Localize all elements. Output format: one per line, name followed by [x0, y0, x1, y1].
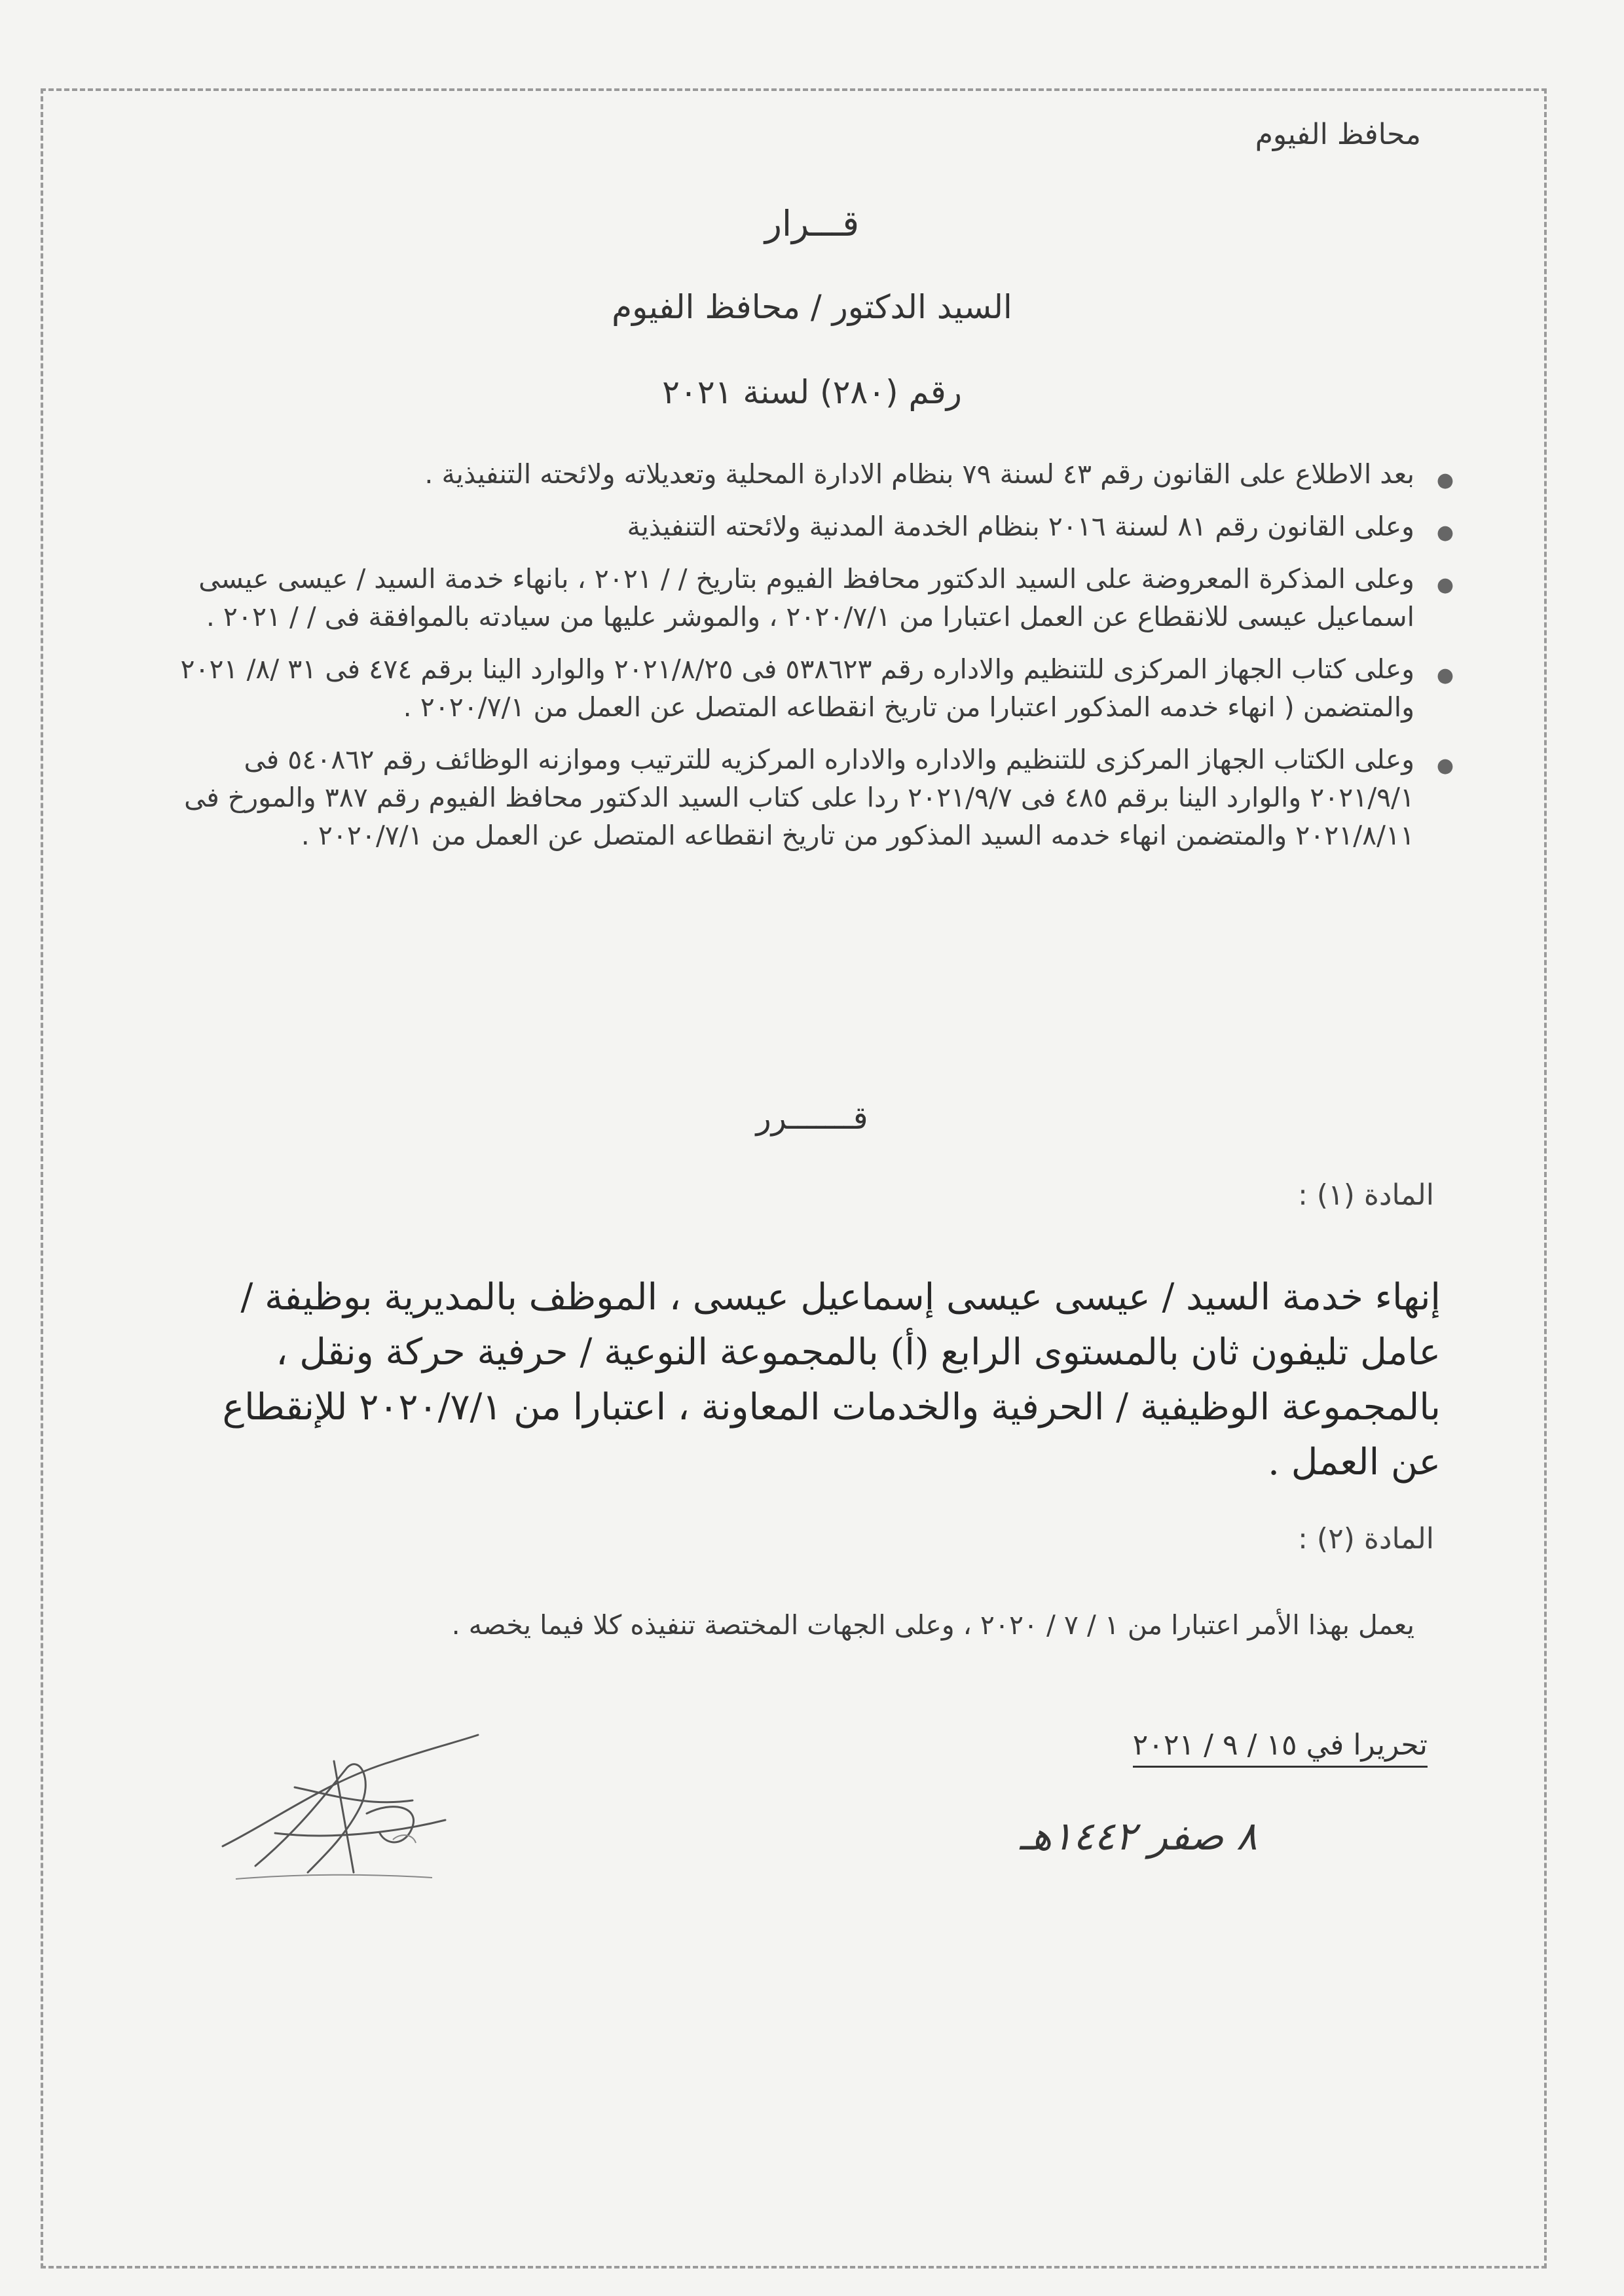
signature-stamp [196, 1702, 524, 1899]
resolved-heading: قـــــــرر [756, 1100, 868, 1137]
dated-line: تحريرا في ١٥ / ٩ / ٢٠٢١ [1133, 1728, 1428, 1768]
bullet-icon: ● [1436, 754, 1454, 777]
article-2-heading: المادة (٢) : [1298, 1522, 1434, 1556]
decision-issuer: السيد الدكتور / محافظ الفيوم [612, 288, 1012, 326]
bullet-icon: ● [1436, 664, 1454, 687]
article-2-body: يعمل بهذا الأمر اعتبارا من ١ / ٧ / ٢٠٢٠ ، وعلى الجهات المختصة تنفيذه كلا فيما يخصه . [451, 1609, 1414, 1641]
recital-item: ● وعلى القانون رقم ٨١ لسنة ٢٠١٦ بنظام الخدمة المدنية ولائحته التنفيذية [170, 507, 1454, 545]
article-1-body: إنهاء خدمة السيد / عيسى عيسى إسماعيل عيسى ، الموظف بالمديرية بوظيفة / عامل تليفون ثان بالمستوى الرابع (أ) بالمجموعة النوعية / حرفية حركة ونقل ، بالمجموعة الوظيفية / الحرفية والخدمات المعاونة ، اعتبارا من ٢٠٢٠/٧/١ للإنقطاع عن العمل . [222, 1276, 1441, 1484]
governor-header: محافظ الفيوم [1255, 118, 1421, 151]
hijri-date: ٨ صفر ١٤٤٢هـ [1020, 1813, 1257, 1859]
recital-item: ● وعلى الكتاب الجهاز المركزى للتنظيم والاداره والاداره المركزيه للترتيب وموازنه الوظائف رقم ٥٤٠٨٦٢ فى ٢٠٢١/٩/١ والوارد الينا برقم ٤٨٥ فى ٢٠٢١/٩/٧ ردا على كتاب السيد الدكتور محافظ الفيوم رقم ٣٨٧ والمورخ فى ٢٠٢١/٨/١١ والمتضمن انهاء خدمه السيد المذكور من تاريخ انقطاعه المتصل عن العمل من ٢٠٢٠/٧/١ . [184, 744, 1454, 851]
bullet-icon: ● [1436, 574, 1454, 596]
recital-item: ● وعلى كتاب الجهاز المركزى للتنظيم والاداره رقم ٥٣٨٦٢٣ فى ٢٠٢١/٨/٢٥ والوارد الينا برقم ٤٧٤ فى ٣١ /٨/ ٢٠٢١ والمتضمن ( انهاء خدمه المذكور اعتبارا من تاريخ انقطاعه المتصل عن العمل من ٢٠٢٠/٧/١ . [180, 653, 1454, 723]
decision-number: رقم (٢٨٠) لسنة ٢٠٢١ [662, 373, 962, 411]
article-1-heading: المادة (١) : [1298, 1178, 1434, 1212]
decision-title: قـــرار [764, 203, 860, 244]
recital-item: ● وعلى المذكرة المعروضة على السيد الدكتور محافظ الفيوم بتاريخ / / ٢٠٢١ ، بانهاء خدمة السيد / عيسى عيسى اسماعيل عيسى للانقطاع عن العمل اعتبارا من ٢٠٢٠/٧/١ ، والموشر عليها من سيادته بالموافقة فى / / ٢٠٢١ . [198, 563, 1454, 632]
bullet-icon: ● [1436, 521, 1454, 544]
recital-item: ● بعد الاطلاع على القانون رقم ٤٣ لسنة ٧٩ بنظام الادارة المحلية وتعديلاته ولائحته التنفيذية . [170, 455, 1454, 493]
recitals-list [170, 455, 1454, 869]
bullet-icon: ● [1436, 469, 1454, 492]
